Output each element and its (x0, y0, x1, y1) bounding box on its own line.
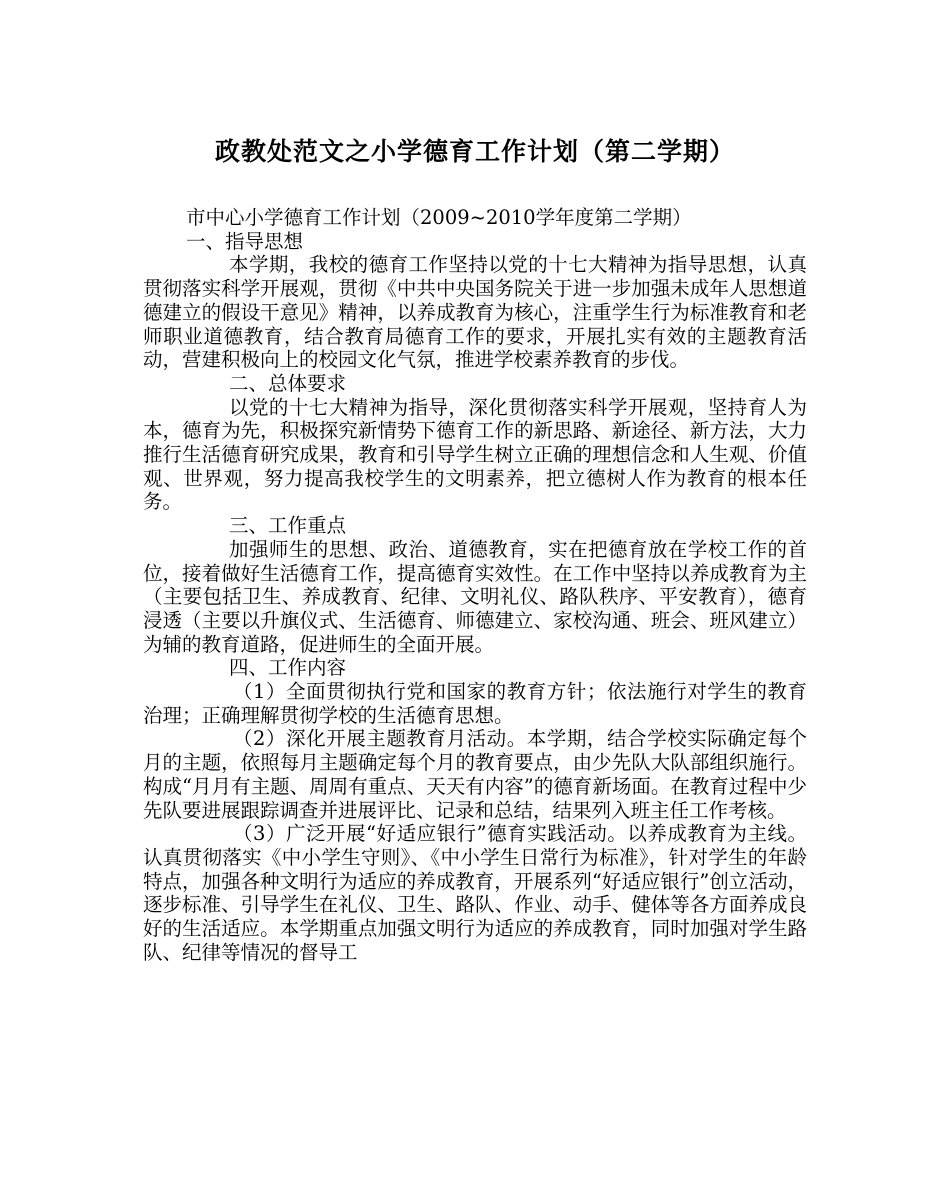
paragraph-guiding-thought: 本学期，我校的德育工作坚持以党的十七大精神为指导思想，认真贯彻落实科学开展观，贯彻《中共中央国务院关于进一步加强未成年人思想道德建立的假设干意见》精神，以养成教育为核心，注重学生行为标准教育和老师职业道德教育，结合教育局德育工作的要求，开展扎实有效的主题教育活动，营建积极向上的校园文化气氛，推进学校素养教育的步伐。 (143, 253, 807, 372)
document-body (143, 206, 807, 965)
section-heading-work-content: 四、工作内容 (229, 656, 347, 680)
document-title: 政教处范文之小学德育工作计划（第二学期） (214, 137, 735, 166)
section-heading-work-focus: 三、工作重点 (229, 514, 347, 538)
work-content-item-1: （1）全面贯彻执行党和国家的教育方针；依法施行对学生的教育治理；正确理解贯彻学校的生活德育思想。 (143, 680, 807, 727)
work-content-item-2: （2）深化开展主题教育月活动。本学期，结合学校实际确定每个月的主题，依照每月主题确定每个月的教育要点，由少先队大队部组织施行。构成“月月有主题、周周有重点、天天有内容”的德育新场面。在教育过程中少先队要进展跟踪调查并进展评比、记录和总结，结果列入班主任工作考核。 (143, 727, 807, 822)
section-heading-general-requirements: 二、总体要求 (229, 371, 347, 395)
paragraph-work-focus: 加强师生的思想、政治、道德教育，实在把德育放在学校工作的首位，接着做好生活德育工作，提高德育实效性。在工作中坚持以养成教育为主（主要包括卫生、养成教育、纪律、文明礼仪、路队秩序、平安教育），德育浸透（主要以升旗仪式、生活德育、师德建立、家校沟通、班会、班风建立）为辅的教育道路，促进师生的全面开展。 (143, 537, 807, 656)
document-subtitle: 市中心小学德育工作计划（2009~2010学年度第二学期） (186, 206, 692, 229)
paragraph-general-requirements: 以党的十七大精神为指导，深化贯彻落实科学开展观，坚持育人为本，德育为先，积极探究新情势下德育工作的新思路、新途径、新方法，大力推行生活德育研究成果，教育和引导学生树立正确的理想信念和人生观、价值观、世界观，努力提高我校学生的文明素养，把立德树人作为教育的根本任务。 (143, 395, 807, 514)
section-heading-guiding-thought: 一、指导思想 (186, 229, 304, 253)
work-content-item-3: （3）广泛开展“好适应银行”德育实践活动。以养成教育为主线。认真贯彻落实《中小学生守则》、《中小学生日常行为标准》，针对学生的年龄特点，加强各种文明行为适应的养成教育，开展系列“好适应银行”创立活动，逐步标准、引导学生在礼仪、卫生、路队、作业、动手、健体等各方面养成良好的生活适应。本学期重点加强文明行为适应的养成教育，同时加强对学生路队、纪律等情况的督导工 (143, 822, 807, 964)
